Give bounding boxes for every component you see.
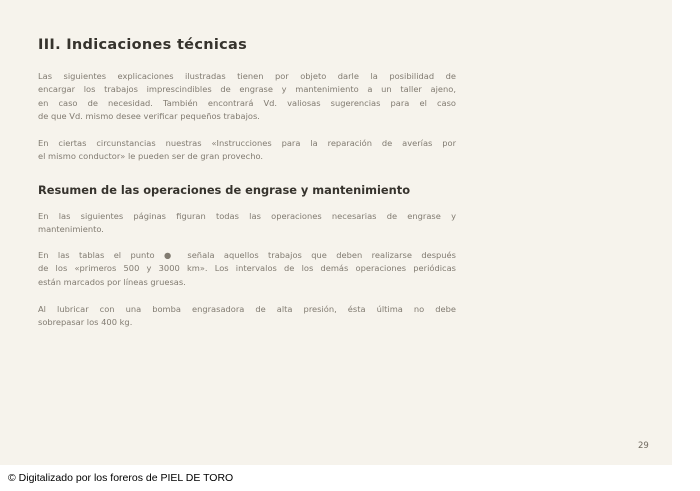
scan-credit: © Digitalizado por los foreros de PIEL DE TORO xyxy=(8,472,234,484)
body-paragraph-3 xyxy=(38,303,456,330)
paragraph-line: de los «primeros 500 y 3000 km». Los intervalos de los demás operaciones periódicas xyxy=(38,263,456,274)
paragraph-line: están marcados por líneas gruesas. xyxy=(38,276,186,287)
subsection-title: Resumen de las operaciones de engrase y mantenimiento xyxy=(38,183,411,197)
intro-paragraph-2 xyxy=(38,137,456,164)
paragraph-line: en caso de necesidad. También encontrará Vd. valiosas sugerencias para el caso xyxy=(38,97,456,108)
body-paragraph-1 xyxy=(38,210,456,237)
paragraph-line: mantenimiento. xyxy=(38,224,104,235)
section-title: III. Indicaciones técnicas xyxy=(38,37,248,53)
paragraph-line: encargar los trabajos imprescindibles de engrase y mantenimiento a un taller ajeno, xyxy=(38,84,456,95)
paragraph-line: Al lubricar con una bomba engrasadora de alta presión, ésta última no debe xyxy=(38,304,456,314)
body-paragraph-2 xyxy=(38,249,456,289)
paragraph-line: En las siguientes páginas figuran todas las operaciones necesarias de engrase y xyxy=(38,211,456,221)
paragraph-line: En las tablas el punto ● señala aquellos trabajos que deben realizarse después xyxy=(38,250,456,260)
paragraph-line: Las siguientes explicaciones ilustradas tienen por objeto darle la posibilidad de xyxy=(38,71,456,81)
intro-paragraph-1 xyxy=(38,70,456,124)
page-number: 29 xyxy=(638,441,649,451)
paragraph-line: sobrepasar los 400 kg. xyxy=(38,317,133,328)
paragraph-line: de que Vd. mismo desee verificar pequeños trabajos. xyxy=(38,111,260,122)
paragraph-line: el mismo conductor» le pueden ser de gran provecho. xyxy=(38,151,264,162)
paragraph-line: En ciertas circunstancias nuestras «Instrucciones para la reparación de averías por xyxy=(38,138,456,148)
